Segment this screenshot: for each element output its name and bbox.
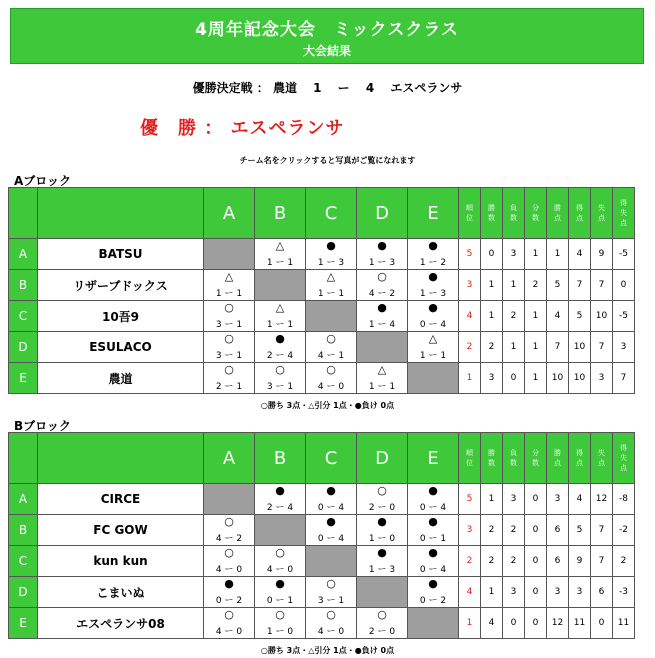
result-symbol: ●	[428, 301, 438, 314]
match-score: 1 ー 1	[317, 289, 345, 299]
stat-value: 2	[613, 546, 635, 577]
self-match-cell	[255, 515, 306, 546]
stat-header: 失 点	[591, 188, 613, 239]
stat-value: 0	[525, 484, 547, 515]
row-letter: B	[9, 270, 38, 301]
match-score: 0 ー 4	[419, 503, 447, 513]
corner-cell	[9, 188, 38, 239]
table-row	[9, 577, 635, 608]
rank-value: 2	[459, 332, 481, 363]
self-match-cell	[357, 332, 408, 363]
match-score: 0 ー 4	[419, 565, 447, 575]
stat-value: 1	[525, 239, 547, 270]
match-result-cell	[357, 363, 408, 394]
stat-header: 得 失 点	[613, 433, 635, 484]
stat-value: 2	[503, 515, 525, 546]
stat-value: 12	[547, 608, 569, 639]
block-b-table	[8, 432, 635, 639]
click-note: チーム名をクリックすると写真がご覧になれます	[239, 156, 416, 165]
team-name-link[interactable]: FC GOW	[38, 515, 204, 546]
stat-value: 1	[481, 301, 503, 332]
match-score: 0 ー 1	[419, 534, 447, 544]
match-result-cell	[306, 270, 357, 301]
rank-value: 1	[459, 608, 481, 639]
stat-value: 3	[547, 484, 569, 515]
result-symbol: ○	[377, 608, 387, 621]
stat-value: 1	[481, 484, 503, 515]
stat-value: 0	[525, 608, 547, 639]
stat-value: 1	[503, 270, 525, 301]
column-header-b: B	[255, 433, 306, 484]
table-row	[9, 484, 635, 515]
result-symbol: ○	[326, 363, 336, 376]
match-result-cell	[255, 484, 306, 515]
rank-value: 4	[459, 577, 481, 608]
header-row	[9, 433, 635, 484]
self-match-cell	[255, 270, 306, 301]
result-symbol: ●	[377, 301, 387, 314]
stat-value: 3	[591, 363, 613, 394]
self-match-cell	[204, 484, 255, 515]
match-result-cell	[204, 577, 255, 608]
stat-value: -5	[613, 301, 635, 332]
match-result-cell	[204, 363, 255, 394]
result-symbol: △	[428, 332, 438, 345]
match-score: 4 ー 0	[215, 565, 243, 575]
stat-value: 9	[569, 546, 591, 577]
stat-value: 1	[525, 301, 547, 332]
stat-value: 2	[503, 301, 525, 332]
stat-value: 3	[503, 577, 525, 608]
match-score: 1 ー 1	[266, 258, 294, 268]
stat-value: 2	[525, 270, 547, 301]
match-score: 1 ー 1	[266, 320, 294, 330]
stat-value: 2	[503, 546, 525, 577]
stat-value: -8	[613, 484, 635, 515]
match-result-cell	[306, 332, 357, 363]
match-score: 1 ー 1	[419, 351, 447, 361]
stat-value: 3	[613, 332, 635, 363]
stat-value: 10	[569, 363, 591, 394]
result-symbol: ○	[224, 546, 234, 559]
stat-value: 4	[547, 301, 569, 332]
table-row	[9, 239, 635, 270]
stat-value: 1	[547, 239, 569, 270]
match-result-cell	[306, 577, 357, 608]
stat-value: 0	[503, 363, 525, 394]
block-a-table	[8, 187, 635, 394]
match-result-cell	[255, 332, 306, 363]
result-symbol: ●	[377, 239, 387, 252]
column-header-a: A	[204, 433, 255, 484]
result-symbol: ●	[377, 546, 387, 559]
table-row	[9, 546, 635, 577]
match-score: 2 ー 0	[368, 627, 396, 637]
match-score: 0 ー 4	[317, 503, 345, 513]
stat-value: 7	[591, 546, 613, 577]
match-result-cell	[255, 363, 306, 394]
stat-header: 負 数	[503, 433, 525, 484]
match-result-cell	[204, 515, 255, 546]
result-symbol: ○	[326, 577, 336, 590]
stat-header: 順 位	[459, 433, 481, 484]
stat-value: 12	[591, 484, 613, 515]
result-symbol: ○	[224, 608, 234, 621]
stat-value: 0	[525, 515, 547, 546]
stat-value: 7	[569, 270, 591, 301]
stat-header: 得 失 点	[613, 188, 635, 239]
column-header-c: C	[306, 433, 357, 484]
team-name-link[interactable]: BATSU	[38, 239, 204, 270]
result-symbol: △	[275, 301, 285, 314]
match-result-cell	[357, 484, 408, 515]
team-name-link[interactable]: エスペランサ08	[38, 608, 204, 639]
match-score: 1 ー 3	[419, 289, 447, 299]
match-score: 3 ー 1	[266, 382, 294, 392]
stat-value: 7	[613, 363, 635, 394]
result-symbol: △	[326, 270, 336, 283]
match-result-cell	[204, 332, 255, 363]
rank-value: 5	[459, 239, 481, 270]
result-symbol: ○	[326, 332, 336, 345]
stat-header: 得 点	[569, 188, 591, 239]
match-result-cell	[357, 301, 408, 332]
page-subtitle: 大会結果	[302, 44, 351, 58]
match-score: 2 ー 1	[215, 382, 243, 392]
match-score: 0 ー 1	[266, 596, 294, 606]
result-symbol: ●	[428, 515, 438, 528]
result-symbol: ●	[428, 577, 438, 590]
match-result-cell	[204, 546, 255, 577]
row-letter: B	[9, 515, 38, 546]
row-letter: C	[9, 301, 38, 332]
stat-value: 2	[481, 546, 503, 577]
table-row	[9, 363, 635, 394]
stat-value: 11	[613, 608, 635, 639]
match-result-cell	[306, 363, 357, 394]
match-score: 2 ー 0	[368, 503, 396, 513]
match-result-cell	[357, 270, 408, 301]
stat-value: -5	[613, 239, 635, 270]
match-result-cell	[255, 546, 306, 577]
final-match-result: 優勝決定戦 ： 農道 1 ー 4 エスペランサ	[192, 81, 463, 95]
page-title: 4周年記念大会 ミックスクラス	[195, 20, 459, 40]
row-letter: D	[9, 577, 38, 608]
match-result-cell	[255, 301, 306, 332]
match-result-cell	[408, 301, 459, 332]
team-name-link[interactable]: 農道	[38, 363, 204, 394]
result-symbol: ○	[224, 332, 234, 345]
stat-header: 分 数	[525, 433, 547, 484]
stat-value: 2	[481, 515, 503, 546]
result-symbol: ○	[377, 484, 387, 497]
stat-value: 1	[481, 577, 503, 608]
stat-value: 4	[569, 484, 591, 515]
match-score: 3 ー 1	[215, 320, 243, 330]
corner-cell	[9, 433, 38, 484]
stat-value: 7	[591, 515, 613, 546]
team-name-link[interactable]: 10吾9	[38, 301, 204, 332]
result-symbol: ●	[428, 270, 438, 283]
stat-header: 失 点	[591, 433, 613, 484]
match-score: 4 ー 0	[215, 627, 243, 637]
stat-value: 3	[503, 484, 525, 515]
match-score: 4 ー 0	[317, 627, 345, 637]
rank-value: 1	[459, 363, 481, 394]
row-letter: A	[9, 484, 38, 515]
row-letter: E	[9, 608, 38, 639]
stat-header: 分 数	[525, 188, 547, 239]
stat-value: 2	[481, 332, 503, 363]
row-letter: E	[9, 363, 38, 394]
match-result-cell	[408, 515, 459, 546]
stat-value: 3	[503, 239, 525, 270]
column-header-c: C	[306, 188, 357, 239]
team-name-link[interactable]: こまいぬ	[38, 577, 204, 608]
result-symbol: ●	[275, 577, 285, 590]
stat-value: 10	[591, 301, 613, 332]
stat-value: 7	[547, 332, 569, 363]
match-result-cell	[306, 608, 357, 639]
match-result-cell	[408, 484, 459, 515]
match-result-cell	[306, 239, 357, 270]
match-score: 1 ー 2	[419, 258, 447, 268]
team-header-cell	[38, 188, 204, 239]
row-letter: A	[9, 239, 38, 270]
result-symbol: ●	[428, 484, 438, 497]
team-header-cell	[38, 433, 204, 484]
stat-value: 0	[525, 546, 547, 577]
match-result-cell	[357, 515, 408, 546]
match-result-cell	[357, 239, 408, 270]
column-header-a: A	[204, 188, 255, 239]
stat-value: -3	[613, 577, 635, 608]
match-score: 4 ー 0	[266, 565, 294, 575]
match-score: 1 ー 3	[368, 258, 396, 268]
stat-header: 勝 点	[547, 188, 569, 239]
stat-value: 1	[525, 363, 547, 394]
self-match-cell	[306, 546, 357, 577]
stat-value: 1	[503, 332, 525, 363]
match-result-cell	[204, 301, 255, 332]
self-match-cell	[306, 301, 357, 332]
stat-value: 0	[613, 270, 635, 301]
result-symbol: ●	[275, 484, 285, 497]
stat-header: 順 位	[459, 188, 481, 239]
match-result-cell	[408, 239, 459, 270]
team-name-link[interactable]: リザーブドックス	[38, 270, 204, 301]
column-header-d: D	[357, 433, 408, 484]
match-result-cell	[408, 270, 459, 301]
column-header-d: D	[357, 188, 408, 239]
stat-value: 6	[547, 515, 569, 546]
result-symbol: ○	[275, 608, 285, 621]
result-symbol: ●	[326, 484, 336, 497]
match-result-cell	[408, 577, 459, 608]
match-score: 0 ー 2	[419, 596, 447, 606]
stat-value: 6	[591, 577, 613, 608]
team-name-link[interactable]: CIRCE	[38, 484, 204, 515]
stat-header: 負 数	[503, 188, 525, 239]
stat-value: 5	[569, 301, 591, 332]
stat-value: 10	[569, 332, 591, 363]
self-match-cell	[357, 577, 408, 608]
result-symbol: ●	[428, 546, 438, 559]
match-result-cell	[357, 608, 408, 639]
stat-value: 11	[569, 608, 591, 639]
table-row	[9, 270, 635, 301]
match-result-cell	[255, 577, 306, 608]
match-score: 0 ー 4	[419, 320, 447, 330]
match-result-cell	[306, 515, 357, 546]
stat-value: 7	[591, 270, 613, 301]
winner-announcement: 優 勝 ： エスペランサ	[140, 118, 345, 139]
table-row	[9, 515, 635, 546]
result-symbol: ○	[224, 363, 234, 376]
column-header-e: E	[408, 188, 459, 239]
result-symbol: ●	[377, 515, 387, 528]
match-score: 2 ー 4	[266, 503, 294, 513]
match-result-cell	[204, 608, 255, 639]
stat-value: 3	[481, 363, 503, 394]
block-b-title: Bブロック	[14, 419, 71, 433]
stat-header: 勝 数	[481, 433, 503, 484]
match-score: 2 ー 4	[266, 351, 294, 361]
match-result-cell	[408, 546, 459, 577]
title-banner	[10, 8, 644, 64]
row-letter: D	[9, 332, 38, 363]
table-row	[9, 608, 635, 639]
match-score: 4 ー 1	[317, 351, 345, 361]
stat-value: 7	[591, 332, 613, 363]
stat-value: 0	[481, 239, 503, 270]
stat-value: 10	[547, 363, 569, 394]
self-match-cell	[408, 608, 459, 639]
rank-value: 4	[459, 301, 481, 332]
team-name-link[interactable]: kun kun	[38, 546, 204, 577]
match-score: 3 ー 1	[317, 596, 345, 606]
stat-value: 5	[547, 270, 569, 301]
header-row	[9, 188, 635, 239]
match-score: 1 ー 3	[317, 258, 345, 268]
rank-value: 3	[459, 270, 481, 301]
table-row	[9, 332, 635, 363]
result-symbol: ○	[275, 546, 285, 559]
result-symbol: ●	[326, 239, 336, 252]
match-result-cell	[408, 332, 459, 363]
stat-header: 得 点	[569, 433, 591, 484]
result-symbol: ●	[428, 239, 438, 252]
stat-value: 9	[591, 239, 613, 270]
match-result-cell	[357, 546, 408, 577]
stat-value: 4	[569, 239, 591, 270]
stat-value: 6	[547, 546, 569, 577]
result-symbol: ●	[326, 515, 336, 528]
result-symbol: ●	[275, 332, 285, 345]
match-result-cell	[255, 239, 306, 270]
match-score: 1 ー 0	[368, 534, 396, 544]
match-score: 4 ー 2	[368, 289, 396, 299]
stat-value: 5	[569, 515, 591, 546]
self-match-cell	[204, 239, 255, 270]
match-score: 0 ー 2	[215, 596, 243, 606]
row-letter: C	[9, 546, 38, 577]
match-score: 1 ー 1	[215, 289, 243, 299]
rank-value: 2	[459, 546, 481, 577]
result-symbol: ○	[377, 270, 387, 283]
stat-value: 4	[481, 608, 503, 639]
match-score: 1 ー 3	[368, 565, 396, 575]
rank-value: 3	[459, 515, 481, 546]
match-score: 0 ー 4	[317, 534, 345, 544]
column-header-b: B	[255, 188, 306, 239]
match-score: 1 ー 0	[266, 627, 294, 637]
match-score: 1 ー 1	[368, 382, 396, 392]
block-a-title: Aブロック	[14, 174, 72, 188]
self-match-cell	[408, 363, 459, 394]
block-b-legend: ○勝ち 3点・△引分 1点・●負け 0点	[260, 646, 395, 655]
block-a-legend: ○勝ち 3点・△引分 1点・●負け 0点	[260, 401, 395, 410]
result-symbol: △	[224, 270, 234, 283]
rank-value: 5	[459, 484, 481, 515]
result-symbol: ○	[326, 608, 336, 621]
result-symbol: ○	[224, 301, 234, 314]
stat-value: 1	[525, 332, 547, 363]
stat-value: 3	[569, 577, 591, 608]
stat-header: 勝 点	[547, 433, 569, 484]
result-symbol: ●	[224, 577, 234, 590]
team-name-link[interactable]: ESULACO	[38, 332, 204, 363]
stat-header: 勝 数	[481, 188, 503, 239]
table-row	[9, 301, 635, 332]
result-symbol: △	[275, 239, 285, 252]
result-symbol: ○	[275, 363, 285, 376]
result-symbol: ○	[224, 515, 234, 528]
match-score: 4 ー 0	[317, 382, 345, 392]
stat-value: 0	[591, 608, 613, 639]
stat-value: 3	[547, 577, 569, 608]
match-score: 4 ー 2	[215, 534, 243, 544]
match-score: 1 ー 4	[368, 320, 396, 330]
match-result-cell	[204, 270, 255, 301]
stat-value: 0	[525, 577, 547, 608]
result-symbol: △	[377, 363, 387, 376]
match-result-cell	[255, 608, 306, 639]
stat-value: -2	[613, 515, 635, 546]
column-header-e: E	[408, 433, 459, 484]
match-score: 3 ー 1	[215, 351, 243, 361]
match-result-cell	[306, 484, 357, 515]
stat-value: 0	[503, 608, 525, 639]
stat-value: 1	[481, 270, 503, 301]
